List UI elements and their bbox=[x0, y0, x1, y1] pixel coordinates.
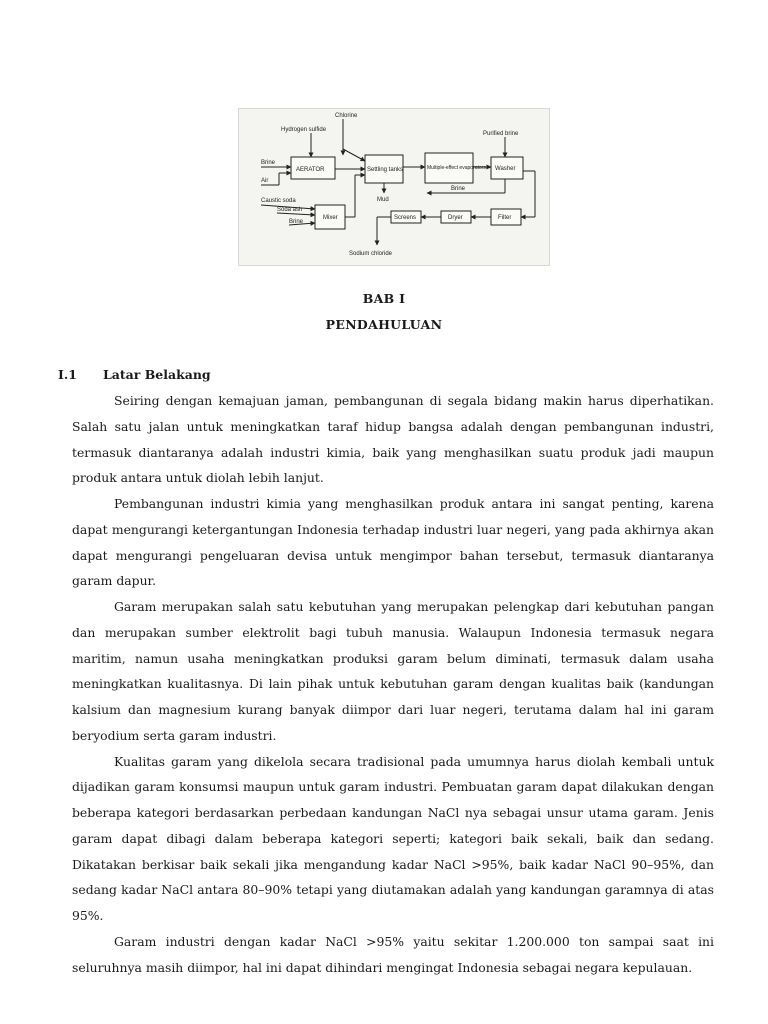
label-purified-brine: Purified brine bbox=[483, 131, 519, 137]
label-mud: Mud bbox=[377, 197, 389, 203]
flow-diagram-svg bbox=[239, 109, 549, 265]
process-flow-diagram bbox=[238, 108, 550, 266]
paragraph: Kualitas garam yang dikelola secara tradisional pada umumnya harus diolah kembali untuk dijadikan garam konsumsi maupun untuk garam industri. Pembuatan garam dapat dilakukan dengan beberapa kategori berdasarkan perbedaan kandungan NaCl nya sebagai unsur utama garam. Jenis garam dapat dibagi dalam beberapa kategori seperti; kategori baik sekali, baik dan sedang. Dikatakan berkisar baik sekali jika mengandung kadar NaCl >95%, baik kadar NaCl 90–95%, dan sedang kadar NaCl antara 80–90% tetapi yang diutamakan adalah yang kandungan garamnya di atas 95%. bbox=[72, 753, 714, 923]
label-air: Air bbox=[261, 178, 269, 184]
label-washer: Washer bbox=[495, 166, 516, 172]
section-heading bbox=[58, 367, 211, 382]
label-settling-tanks: Settling tanks bbox=[367, 167, 404, 173]
label-dryer: Dryer bbox=[448, 215, 463, 221]
label-brine-return: Brine bbox=[451, 186, 466, 192]
label-brine-mixer: Brine bbox=[289, 219, 304, 225]
paragraph: Pembangunan industri kimia yang menghasilkan produk antara ini sangat penting, karena dapat mengurangi ketergantungan Indonesia terhadap industri luar negeri, yang pada akhirnya akan dapat mengurangi pengeluaran devisa untuk mengimpor bahan tersebut, termasuk diantaranya garam dapur. bbox=[72, 496, 714, 589]
paragraph: Seiring dengan kemajuan jaman, pembangunan di segala bidang makin harus diperhatikan. Salah satu jalan untuk meningkatkan taraf hidup bangsa adalah dengan pembangunan industri, termasuk diantaranya adalah industri kimia, baik yang menghasilkan suatu produk jadi maupun produk antara untuk diolah lebih lanjut. bbox=[72, 393, 714, 486]
body-text bbox=[72, 388, 714, 980]
label-filter: Filter bbox=[498, 215, 512, 221]
label-brine-in: Brine bbox=[261, 160, 276, 166]
paragraph: Garam industri dengan kadar NaCl >95% yaitu sekitar 1.200.000 ton sampai saat ini seluruhnya masih diimpor, hal ini dapat dihindari mengingat Indonesia sebagai negara kepulauan. bbox=[72, 933, 714, 975]
label-mixer: Mixer bbox=[323, 215, 338, 221]
label-screens: Screens bbox=[394, 215, 417, 221]
chapter-number: BAB I bbox=[362, 291, 406, 306]
label-caustic-soda: Caustic soda bbox=[261, 198, 296, 204]
label-chlorine: Chlorine bbox=[335, 113, 358, 119]
label-evaporators: Multiple-effect evaporators bbox=[427, 165, 486, 171]
label-aerator: AERATOR bbox=[296, 167, 325, 173]
label-soda-ash: Soda ash bbox=[277, 207, 303, 213]
chapter-title: PENDAHULUAN bbox=[325, 317, 443, 332]
section-title: Latar Belakang bbox=[103, 367, 211, 382]
paragraph: Garam merupakan salah satu kebutuhan yang merupakan pelengkap dari kebutuhan pangan dan merupakan sumber elektrolit bagi tubuh manusia. Walaupun Indonesia termasuk negara maritim, namun usaha meningkatkan produksi garam belum diminati, termasuk dalam usaha meningkatkan kualitasnya. Di lain pihak untuk kebutuhan garam dengan kualitas baik (kandungan kalsium dan magnesium kurang banyak diimpor dari luar negeri, terutama dalam hal ini garam beryodium serta garam industri. bbox=[72, 599, 714, 743]
label-hydrogen-sulfide: Hydrogen sulfide bbox=[281, 127, 327, 133]
label-sodium-chloride: Sodium chloride bbox=[349, 251, 393, 257]
section-number: I.1 bbox=[58, 367, 77, 382]
